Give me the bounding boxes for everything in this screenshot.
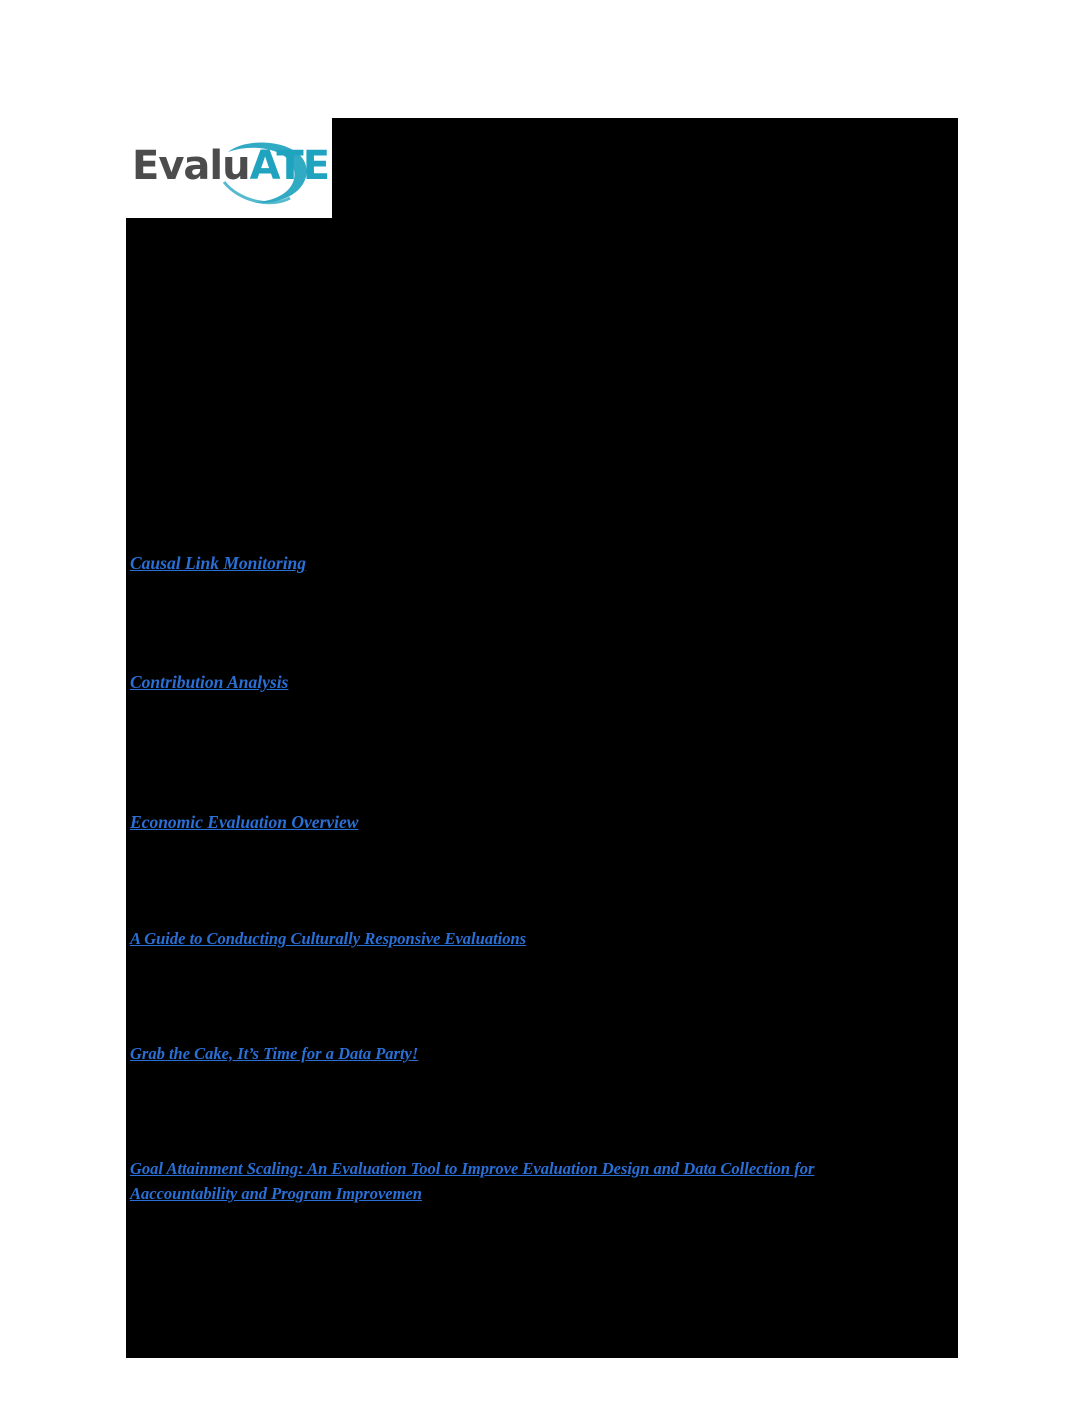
logo-area [126,118,332,218]
link-contribution-analysis[interactable]: Contribution Analysis [130,672,289,692]
link-causal-link-monitoring[interactable]: Causal Link Monitoring [130,553,307,573]
link-data-party[interactable]: Grab the Cake, It’s Time for a Data Party! [130,1044,419,1063]
logo-wordmark [132,144,329,188]
link-culturally-responsive-evaluations-guide[interactable]: A Guide to Conducting Culturally Responsive Evaluations [130,929,527,948]
evaluate-logo [126,118,332,218]
link-economic-evaluation-overview[interactable]: Economic Evaluation Overview [130,812,359,832]
logo-text-evalu: Evalu [132,143,250,189]
link-goal-attainment-scaling[interactable]: Goal Attainment Scaling: An Evaluation Tool to Improve Evaluation Design and Data Collection for Aaccountability and Program Improvemen [130,1159,815,1203]
logo-text-ate: ATE [249,143,330,189]
